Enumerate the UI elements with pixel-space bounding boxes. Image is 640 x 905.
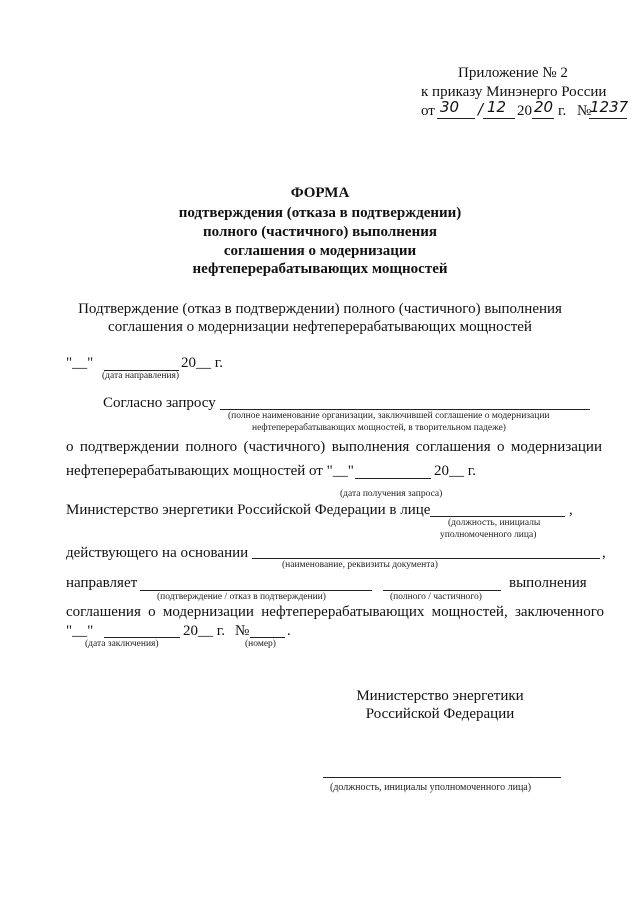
basis-comma: ,	[602, 545, 606, 561]
request-org-blank[interactable]	[220, 409, 590, 410]
signature-caption: (должность, инициалы уполномоченного лица)	[330, 782, 532, 793]
confirm-line	[66, 440, 602, 455]
date-year: 20__ г.	[181, 355, 223, 371]
agreement-number-blank[interactable]	[250, 637, 285, 638]
request-caption-1: (полное наименование организации, заключившей соглашение о модернизации	[228, 411, 550, 421]
sends-caption-1: (подтверждение / отказ в подтверждении)	[157, 592, 326, 602]
confirm-word: подтверждении	[79, 439, 180, 455]
order-reference: к приказу Минэнерго России	[421, 84, 607, 100]
confirm-word: соглашения	[415, 439, 491, 455]
request-label: Согласно запросу	[103, 395, 216, 411]
date-caption: (дата направления)	[102, 371, 180, 381]
confirm-line-2: нефтеперерабатывающих мощностей от "__"	[66, 463, 354, 479]
request-caption-2: нефтеперерабатывающих мощностей, в творительном падеже)	[252, 423, 506, 433]
order-date-line	[421, 100, 631, 120]
form-title-line-4: нефтеперерабатывающих мощностей	[192, 261, 448, 277]
number-underline	[589, 118, 627, 119]
agreement-year: 20__ г.	[183, 623, 225, 639]
form-title: ФОРМА	[290, 185, 350, 201]
confirm-word: о	[497, 439, 505, 455]
basis-text: действующего на основании	[66, 545, 249, 561]
agreement-word: о	[148, 604, 156, 620]
subtitle-line-1: Подтверждение (отказ в подтверждении) полного (частичного) выполнения	[78, 301, 562, 317]
month-underline	[483, 118, 515, 119]
form-title-line-2: полного (частичного) выполнения	[203, 224, 437, 240]
confirm-word: модернизации	[510, 439, 602, 455]
confirm-word: о	[66, 439, 74, 455]
number-prefix: №	[577, 103, 592, 119]
ministry-text: Министерство энергетики Российской Федерации в лице	[66, 502, 431, 518]
sends-text: направляет	[66, 575, 138, 591]
agreement-quotes: "__"	[66, 623, 94, 639]
confirm-word: (частичного)	[243, 439, 326, 455]
sends-suffix: выполнения	[509, 575, 587, 591]
signature-org-2: Российской Федерации	[365, 706, 515, 722]
request-date-caption: (дата получения запроса)	[340, 489, 443, 499]
agreement-number-sign: №	[235, 623, 250, 639]
form-title-line-3: соглашения о модернизации	[223, 243, 417, 259]
subtitle-line-2: соглашения о модернизации нефтеперерабатывающих мощностей	[108, 319, 532, 335]
basis-document-blank[interactable]	[252, 558, 600, 559]
date-prefix: от	[421, 103, 435, 119]
ministry-caption-2: уполномоченного лица)	[440, 530, 537, 540]
agreement-dot: .	[287, 623, 291, 639]
year-underline	[532, 118, 554, 119]
day-underline	[437, 118, 475, 119]
order-day: 30	[440, 98, 460, 116]
completion-type-blank[interactable]	[383, 590, 501, 591]
request-month-blank[interactable]	[355, 478, 431, 479]
agreement-number-caption: (номер)	[245, 639, 276, 649]
year-g: г.	[558, 103, 567, 119]
sends-caption-2: (полного / частичного)	[390, 592, 482, 602]
order-number: 1237	[590, 98, 629, 116]
confirmation-type-blank[interactable]	[140, 590, 372, 591]
appendix-label: Приложение № 2	[458, 65, 568, 81]
year-suffix: 20	[534, 98, 554, 116]
ministry-caption-1: (должность, инициалы	[448, 518, 541, 528]
agreement-line	[66, 605, 604, 620]
basis-caption: (наименование, реквизиты документа)	[282, 560, 438, 570]
official-position-blank[interactable]	[430, 516, 565, 517]
agreement-word: соглашения	[66, 604, 141, 620]
agreement-word: модернизации	[162, 604, 254, 620]
agreement-word: мощностей,	[431, 604, 508, 620]
agreement-date-caption: (дата заключения)	[85, 639, 159, 649]
date-separator: /	[478, 100, 484, 118]
agreement-word: нефтеперерабатывающих	[261, 604, 425, 620]
request-year: 20__ г.	[434, 463, 476, 479]
form-title-line-1: подтверждения (отказа в подтверждении)	[178, 205, 462, 221]
ministry-comma: ,	[569, 502, 573, 518]
year-prefix: 20	[517, 103, 532, 119]
confirm-word: выполнения	[331, 439, 410, 455]
order-month: 12	[487, 98, 507, 116]
agreement-word: заключенного	[514, 604, 604, 620]
date-quotes: "__"	[66, 355, 94, 371]
signature-org-1: Министерство энергетики	[356, 688, 524, 704]
agreement-month-blank[interactable]	[104, 637, 180, 638]
confirm-word: полного	[185, 439, 238, 455]
signature-blank[interactable]	[323, 777, 561, 778]
